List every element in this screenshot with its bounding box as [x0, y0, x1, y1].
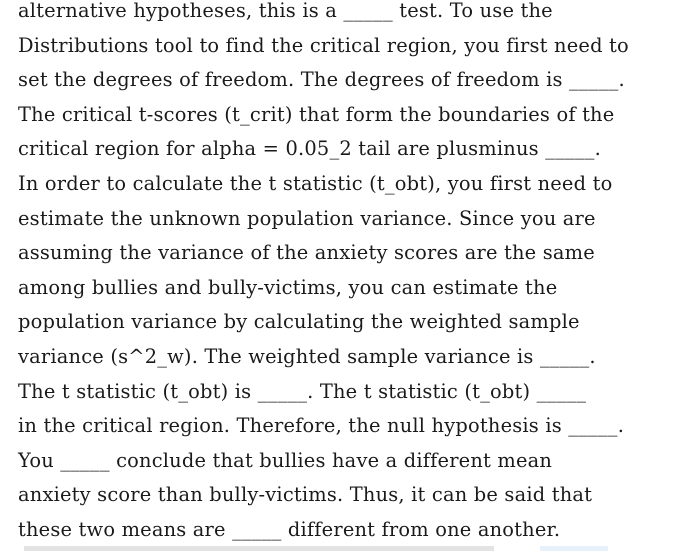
passage-line: among bullies and bully-victims, you can estimate the	[18, 275, 558, 299]
passage-line: population variance by calculating the weighted sample	[18, 310, 580, 334]
passage-line: variance (s^2_w). The weighted sample variance is _____.	[18, 344, 596, 368]
passage-line: Distributions tool to find the critical region, you first need to	[18, 33, 629, 57]
page-divider	[24, 546, 494, 551]
passage-line: alternative hypotheses, this is a _____ test. To use the	[18, 0, 553, 22]
passage-line: In order to calculate the t statistic (t_obt), you first need to	[18, 171, 613, 195]
passage-line: The critical t-scores (t_crit) that form the boundaries of the	[18, 102, 615, 126]
passage-line: set the degrees of freedom. The degrees of freedom is _____.	[18, 68, 625, 92]
passage-line: these two means are _____ different from one another.	[18, 517, 561, 541]
passage-line: in the critical region. Therefore, the null hypothesis is _____.	[18, 414, 625, 438]
passage-line: assuming the variance of the anxiety scores are the same	[18, 241, 595, 265]
passage-line: critical region for alpha = 0.05_2 tail are plusminus _____.	[18, 137, 602, 161]
passage-line: You _____ conclude that bullies have a different mean	[18, 448, 553, 472]
passage-line: The t statistic (t_obt) is _____. The t statistic (t_obt) _____	[18, 379, 587, 403]
question-passage	[18, 0, 688, 548]
toolbar-button-edge[interactable]	[540, 546, 608, 551]
passage-line: anxiety score than bully-victims. Thus, it can be said that	[18, 483, 593, 507]
passage-line: estimate the unknown population variance. Since you are	[18, 206, 596, 230]
